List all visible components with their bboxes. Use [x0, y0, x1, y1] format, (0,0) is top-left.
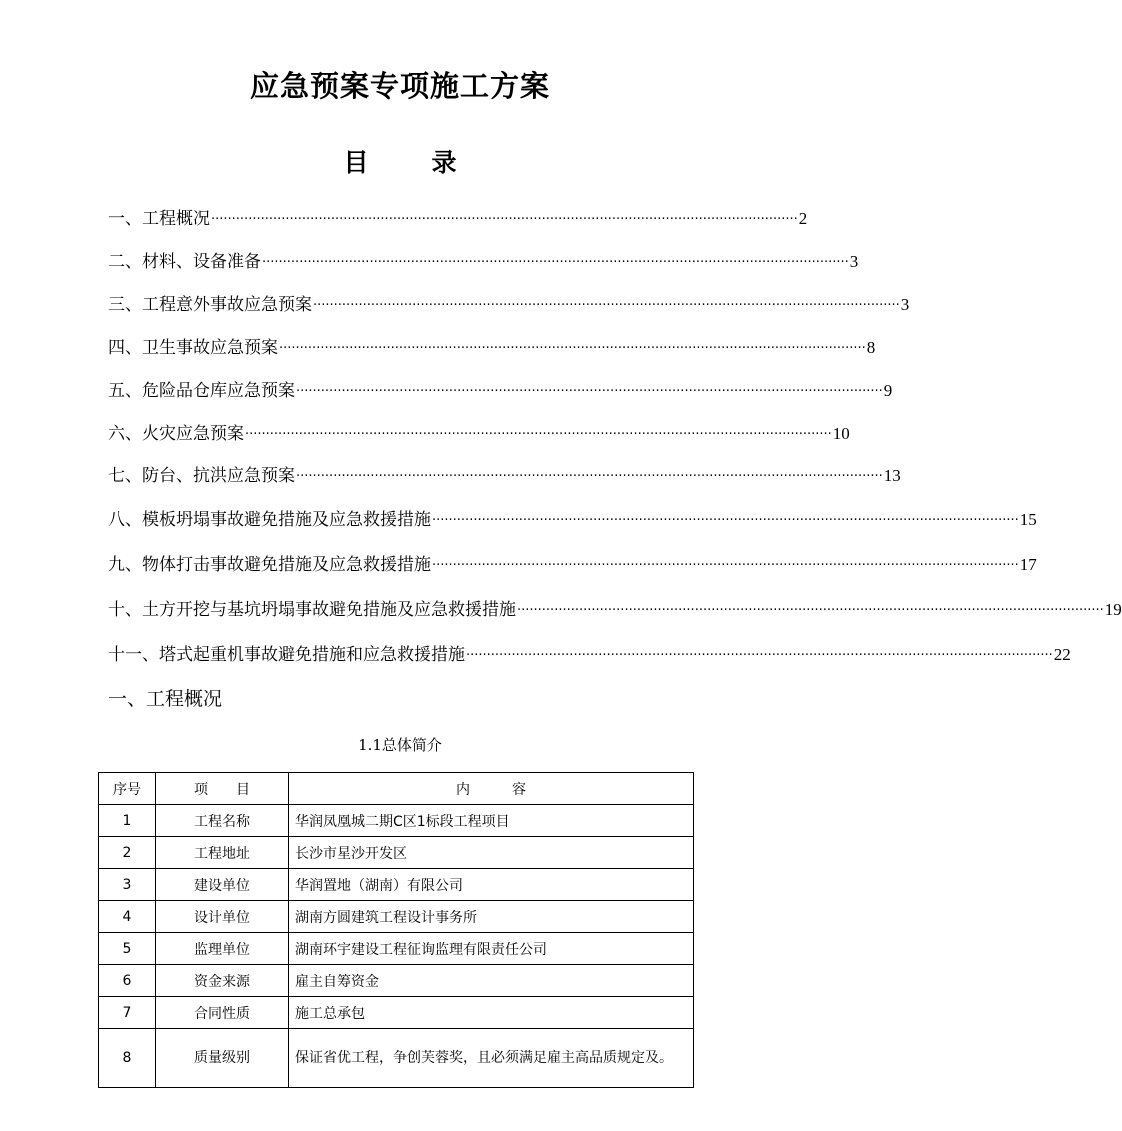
toc-entry[interactable]: [108, 550, 1037, 576]
toc-entry-page: 2: [798, 209, 808, 228]
toc-entry[interactable]: [108, 505, 1037, 531]
table-row: [99, 901, 694, 933]
toc-entry[interactable]: [108, 204, 808, 230]
toc-entry[interactable]: [108, 595, 1122, 621]
header-cell-number: 序号: [99, 773, 156, 805]
cell-content: 施工总承包: [289, 997, 694, 1029]
toc-heading: [0, 143, 800, 179]
table-row: [99, 997, 694, 1029]
toc-heading-char-1: 目: [343, 148, 369, 177]
toc-entry[interactable]: [108, 247, 859, 273]
cell-item: 工程地址: [156, 837, 289, 869]
toc-entry[interactable]: [108, 640, 1071, 666]
project-overview-table: [98, 772, 694, 1088]
toc-entry[interactable]: [108, 461, 901, 487]
cell-content: 湖南方圆建筑工程设计事务所: [289, 901, 694, 933]
table-row: [99, 1029, 694, 1088]
cell-number: 4: [99, 901, 156, 933]
cell-number: 5: [99, 933, 156, 965]
toc-entry-number: 六、: [108, 424, 142, 444]
cell-item: 工程名称: [156, 805, 289, 837]
cell-item: 合同性质: [156, 997, 289, 1029]
toc-entry[interactable]: [108, 333, 876, 359]
toc-entry-title: 卫生事故应急预案: [142, 338, 278, 358]
cell-item: 监理单位: [156, 933, 289, 965]
cell-number: 1: [99, 805, 156, 837]
toc-leader-dots: ··············································································································································: [432, 513, 1019, 528]
table-row: [99, 965, 694, 997]
header-cell-content: 内 容: [289, 773, 694, 805]
cell-item: 质量级别: [156, 1029, 289, 1088]
toc-entry-number: 八、: [108, 510, 142, 530]
header-cell-item: 项 目: [156, 773, 289, 805]
document-title: 应急预案专项施工方案: [249, 69, 550, 103]
table-header-row: [99, 773, 694, 805]
toc-leader-dots: ··············································································································································: [279, 341, 866, 356]
toc-entry-title: 模板坍塌事故避免措施及应急救援措施: [142, 510, 431, 530]
toc-entry-page: 15: [1019, 510, 1037, 529]
toc-entry-page: 19: [1104, 600, 1122, 619]
toc-entry-title: 危险品仓库应急预案: [142, 381, 295, 401]
table-row: [99, 837, 694, 869]
toc-heading-char-2: 录: [431, 148, 457, 177]
toc-leader-dots: ··············································································································································: [262, 255, 849, 270]
toc-entry-title: 材料、设备准备: [142, 252, 261, 272]
toc-entry-number: 三、: [108, 295, 142, 315]
toc-entry-page: 10: [832, 424, 850, 443]
section-heading: 一、工程概况: [108, 688, 223, 710]
cell-item: 建设单位: [156, 869, 289, 901]
toc-entry-number: 二、: [108, 252, 142, 272]
cell-item: 设计单位: [156, 901, 289, 933]
toc-entry-page: 9: [883, 381, 893, 400]
toc-entry-title: 工程意外事故应急预案: [142, 295, 312, 315]
toc-entry-page: 22: [1053, 645, 1071, 664]
toc-entry-number: 七、: [108, 466, 142, 486]
table-caption: 1.1总体简介: [358, 736, 442, 754]
cell-content: 长沙市星沙开发区: [289, 837, 694, 869]
toc-entry-number: 四、: [108, 338, 142, 358]
toc-entry-page: 17: [1019, 555, 1037, 574]
toc-entry[interactable]: [108, 419, 850, 445]
table-row: [99, 869, 694, 901]
cell-content: 雇主自筹资金: [289, 965, 694, 997]
toc-entry-page: 3: [900, 295, 910, 314]
toc-entry-number: 九、: [108, 555, 142, 575]
toc-leader-dots: ··············································································································································: [432, 558, 1019, 573]
toc-entry-number: 十、: [108, 600, 142, 620]
toc-entry-title: 工程概况: [142, 209, 210, 229]
cell-number: 7: [99, 997, 156, 1029]
cell-number: 3: [99, 869, 156, 901]
toc-entry-number: 十一、: [108, 645, 159, 665]
toc-leader-dots: ··············································································································································: [466, 648, 1053, 663]
toc-entry-number: 一、: [108, 209, 142, 229]
toc-leader-dots: ··············································································································································: [517, 603, 1104, 618]
toc-leader-dots: ··············································································································································: [296, 469, 883, 484]
toc-entry-title: 土方开挖与基坑坍塌事故避免措施及应急救援措施: [142, 600, 516, 620]
toc-entry-title: 防台、抗洪应急预案: [142, 466, 295, 486]
toc-entry[interactable]: [108, 376, 893, 402]
toc-leader-dots: ··············································································································································: [296, 384, 883, 399]
toc-entry-page: 13: [883, 466, 901, 485]
cell-number: 6: [99, 965, 156, 997]
toc-leader-dots: ··············································································································································: [245, 427, 832, 442]
toc-leader-dots: ··············································································································································: [211, 212, 798, 227]
cell-number: 8: [99, 1029, 156, 1088]
toc-entry[interactable]: [108, 290, 910, 316]
toc-entry-title: 塔式起重机事故避免措施和应急救援措施: [159, 645, 465, 665]
toc-leader-dots: ··············································································································································: [313, 298, 900, 313]
cell-content: 保证省优工程，争创芙蓉奖，且必须满足雇主高品质规定及。: [289, 1029, 694, 1088]
table-row: [99, 805, 694, 837]
toc-entry-title: 物体打击事故避免措施及应急救援措施: [142, 555, 431, 575]
cell-item: 资金来源: [156, 965, 289, 997]
toc-entry-title: 火灾应急预案: [142, 424, 244, 444]
cell-content: 华润凤凰城二期C区1标段工程项目: [289, 805, 694, 837]
toc-entry-page: 8: [866, 338, 876, 357]
toc-entry-page: 3: [849, 252, 859, 271]
toc-entry-number: 五、: [108, 381, 142, 401]
cell-content: 湖南环宇建设工程征询监理有限责任公司: [289, 933, 694, 965]
cell-number: 2: [99, 837, 156, 869]
cell-content: 华润置地（湖南）有限公司: [289, 869, 694, 901]
table-row: [99, 933, 694, 965]
